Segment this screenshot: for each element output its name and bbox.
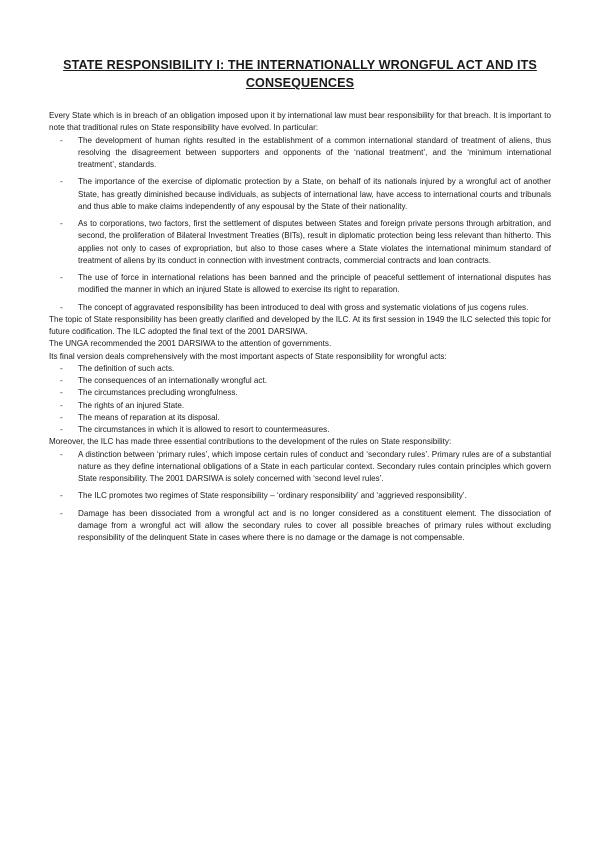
list-item: - The use of force in international relations has been banned and the principle of peaceful settlement of international disputes has modified the manner in which an injured State is allowed to exercise its right to reparation. bbox=[49, 272, 551, 297]
contributions-intro: Moreover, the ILC has made three essential contributions to the development of the rules on State responsibility: bbox=[49, 437, 452, 447]
unga-paragraph: The UNGA recommended the 2001 DARSIWA to the attention of governments. bbox=[49, 339, 332, 349]
list-item: - The definition of such acts. bbox=[49, 363, 551, 375]
intro-paragraph: Every State which is in breach of an obligation imposed upon it by international law must bear responsibility for that breach. It is important to note that traditional rules on State responsibility have evolved. In particular: bbox=[49, 111, 551, 133]
page-title: STATE RESPONSIBILITY I: THE INTERNATIONALLY WRONGFUL ACT AND ITS CONSEQUENCES bbox=[63, 58, 537, 90]
list-item: - The circumstances precluding wrongfulness. bbox=[49, 387, 551, 399]
list-item: - The consequences of an internationally wrongful act. bbox=[49, 375, 551, 387]
list-item: - A distinction between ‘primary rules’, which impose certain rules of conduct and ‘secondary rules’. Primary rules are of a substantial nature as they define international obligations of a State in each particular context. Secondary rules contain principles which govern State responsibility. The 2001 DARSIWA is solely concerned with ‘second level rules’. bbox=[49, 449, 551, 486]
list-item: - Damage has been dissociated from a wrongful act and is no longer considered as a constituent element. The dissociation of damage from a wrongful act will allow the secondary rules to cover all possible breaches of primary rules without excluding responsibility of the delinquent State in cases where there is no damage or the damage is not compensable. bbox=[49, 508, 551, 545]
list-item: - The concept of aggravated responsibility has been introduced to deal with gross and systematic violations of jus cogens rules. bbox=[49, 302, 551, 314]
list-item: - The ILC promotes two regimes of State responsibility – ‘ordinary responsibility’ and ‘aggrieved responsibility’. bbox=[49, 490, 551, 502]
list-item: - As to corporations, two factors, first the settlement of disputes between States and foreign private persons through arbitration, and second, the proliferation of Bilateral Investment Treaties (BITs), result in diplomatic protection being less relevant than hitherto. This applies not only to cases of expropriation, but also to those cases where a State violates the international minimum standard of treatment of aliens by its conduct in connection with investment contracts, commercial contracts and loan contracts. bbox=[49, 218, 551, 267]
aspects-list bbox=[49, 363, 551, 437]
list-item: - The rights of an injured State. bbox=[49, 400, 551, 412]
list-item: - The development of human rights resulted in the establishment of a common international standard of treatment of aliens, thus resolving the disagreement between supporters and opponents of the ‘national treatment’, and the ‘minimum international treatment’, standards. bbox=[49, 135, 551, 172]
list-item: - The circumstances in which it is allowed to resort to countermeasures. bbox=[49, 424, 551, 436]
ilc-paragraph: The topic of State responsibility has been greatly clarified and developed by the ILC. At its first session in 1949 the ILC selected this topic for future codification. The ILC adopted the final text of the 2001 DARSIWA. bbox=[49, 314, 551, 336]
final-version-paragraph: Its final version deals comprehensively with the most important aspects of State responsibility for wrongful acts: bbox=[49, 351, 447, 361]
list-item: - The means of reparation at its disposal. bbox=[49, 412, 551, 424]
list-item: - The importance of the exercise of diplomatic protection by a State, on behalf of its nationals injured by a wrongful act of another State, has greatly diminished because individuals, as subjects of international law, have access to international courts and tribunals and thus able to make claims independently of any espousal by the State of their nationality. bbox=[49, 176, 551, 213]
evolution-list bbox=[49, 135, 551, 314]
contributions-list bbox=[49, 449, 551, 545]
